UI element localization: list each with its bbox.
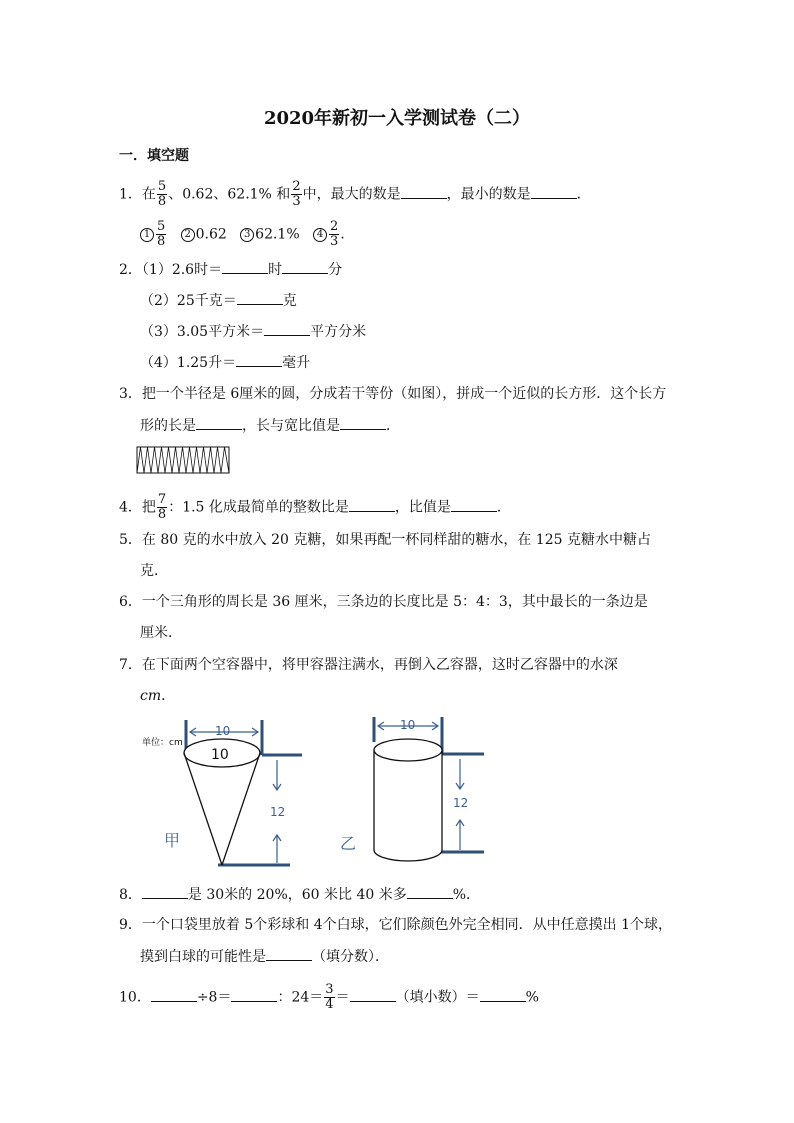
q3-line-2 <box>140 415 400 436</box>
q4-text: 把 <box>141 499 156 516</box>
q7-text: 在下面两个空容器中，将甲容器注满水，再倒入乙容器，这时乙容器中的水深 <box>141 657 618 673</box>
numerator: 5 <box>157 219 166 234</box>
circle-rectangle-figure <box>136 446 230 474</box>
section-heading: 一．填空题 <box>119 148 189 164</box>
q2-text: （3）3.05平方米＝ <box>140 324 265 340</box>
height-label: 12 <box>270 805 286 819</box>
option-marker: 2 <box>181 228 195 242</box>
option-marker: 4 <box>313 228 327 242</box>
answer-blank[interactable] <box>350 987 396 1002</box>
option-text: 0.62 <box>195 226 227 243</box>
question-4 <box>119 493 511 522</box>
question-number: 5． <box>119 532 142 548</box>
fraction <box>157 493 167 522</box>
fraction <box>156 220 166 249</box>
question-number: 8． <box>119 887 142 903</box>
q9-text: 摸到白球的可能性是 <box>140 949 266 965</box>
denominator: 3 <box>330 234 339 249</box>
q9-line-2 <box>140 946 389 967</box>
q3-text: 把一个半径是 6厘米的圆，分成若干等份（如图），拼成一个近似的长方形．这个长方 <box>141 386 667 402</box>
answer-blank[interactable] <box>340 415 386 430</box>
page-title: 2020年新初一入学测试卷（二） <box>263 108 531 129</box>
question-number: 6． <box>119 594 142 610</box>
q4-text: ，比值是 <box>394 499 451 516</box>
option-text: 62.1% <box>255 226 300 243</box>
answer-blank[interactable] <box>531 184 577 199</box>
answer-blank[interactable] <box>237 290 283 305</box>
answer-blank[interactable] <box>480 987 526 1002</box>
q6-text: 厘米． <box>140 625 182 641</box>
question-2 <box>119 259 342 280</box>
q2-text: 时 <box>268 262 283 278</box>
q2-line-4 <box>140 352 310 373</box>
answer-blank[interactable] <box>231 987 277 1002</box>
q4-text: ：1.5 化成最简单的整数比是 <box>168 499 349 516</box>
option-marker: 1 <box>140 228 154 242</box>
q1-options <box>140 220 345 249</box>
q1-text: ，最小的数是 <box>446 186 531 203</box>
q10-text: ：24＝ <box>277 989 324 1006</box>
q1-text: 、0.62、62.1% 和 <box>168 186 291 203</box>
answer-blank[interactable] <box>349 497 395 512</box>
q9-text: （填分数）． <box>312 949 389 965</box>
height-label: 12 <box>453 796 469 810</box>
q6-text: 一个三角形的周长是 36 厘米，三条边的长度比是 5：4：3，其中最长的一条边是 <box>141 594 648 610</box>
unit-label: 单位：cm <box>142 738 183 748</box>
fraction <box>291 180 301 209</box>
q1-text: ． <box>576 186 591 203</box>
fraction <box>157 180 167 209</box>
q6-line-2 <box>140 623 182 643</box>
question-number: 2． <box>119 262 142 278</box>
answer-blank[interactable] <box>282 259 328 274</box>
answer-blank[interactable] <box>266 946 312 961</box>
container-jia-figure <box>132 715 312 870</box>
question-number: 10． <box>119 989 151 1006</box>
question-number: 1． <box>119 186 142 203</box>
answer-blank[interactable] <box>142 884 188 899</box>
q10-text: ＝ <box>335 989 350 1006</box>
question-number: 4． <box>119 499 142 516</box>
q5-line-2 <box>140 561 168 581</box>
q2-text: 分 <box>328 262 343 278</box>
q5-text: 克． <box>140 563 168 579</box>
question-number: 3． <box>119 386 142 402</box>
question-3 <box>119 384 666 404</box>
unit-text: cm <box>140 688 162 704</box>
answer-blank[interactable] <box>401 184 447 199</box>
denominator: 8 <box>157 194 167 209</box>
denominator: 3 <box>292 194 301 209</box>
container-yi-figure <box>336 712 496 872</box>
q2-line-2 <box>140 290 297 311</box>
question-6 <box>119 592 648 612</box>
denominator: 8 <box>157 507 167 522</box>
numerator: 2 <box>292 179 301 194</box>
q5-text: 在 80 克的水中放入 20 克糖，如果再配一杯同样甜的糖水，在 125 克糖水中糖占 <box>141 532 651 548</box>
answer-blank[interactable] <box>236 352 282 367</box>
numerator: 2 <box>330 219 339 234</box>
q2-text: （2）25千克＝ <box>140 293 237 309</box>
q2-text: 克 <box>282 293 297 309</box>
numerator: 3 <box>325 982 334 997</box>
q3-text: ，长与宽比值是 <box>242 418 340 434</box>
q8-text: 是 30米的 20%，60 米比 40 米多 <box>187 887 407 903</box>
question-number: 9． <box>119 917 142 933</box>
circle-diameter-label: 10 <box>211 747 229 763</box>
question-1 <box>119 180 591 209</box>
q3-text: ． <box>386 418 400 434</box>
question-number: 7． <box>119 657 142 673</box>
top-width-label: 10 <box>400 718 416 732</box>
q2-text: （1）2.6时＝ <box>141 262 223 278</box>
q2-line-3 <box>140 321 366 342</box>
option-marker: 3 <box>240 228 254 242</box>
question-8 <box>119 884 480 905</box>
answer-blank[interactable] <box>451 497 497 512</box>
container-label: 甲 <box>164 831 181 850</box>
numerator: 7 <box>157 492 167 507</box>
question-7 <box>119 655 618 675</box>
fraction <box>324 983 334 1012</box>
answer-blank[interactable] <box>151 987 197 1002</box>
q1-text: 中，最大的数是 <box>302 186 401 203</box>
fraction <box>329 220 339 249</box>
q2-text: 毫升 <box>282 355 311 371</box>
q2-text: 平方分米 <box>310 324 367 340</box>
q4-text: ． <box>496 499 511 516</box>
denominator: 8 <box>157 234 166 249</box>
question-10 <box>119 983 539 1012</box>
q1-text: 在 <box>141 186 156 203</box>
answer-blank[interactable] <box>264 321 310 336</box>
container-label: 乙 <box>340 834 357 853</box>
q7-text: ． <box>161 688 176 704</box>
q7-line-2 <box>140 686 175 706</box>
option-text: . <box>340 226 345 243</box>
q9-text: 一个口袋里放着 5个彩球和 4个白球，它们除颜色外完全相同．从中任意摸出 1个球， <box>141 917 672 933</box>
q2-text: （4）1.25升＝ <box>140 355 237 371</box>
question-9 <box>119 915 672 935</box>
q8-text: %． <box>452 887 481 903</box>
question-5 <box>119 530 651 550</box>
numerator: 5 <box>157 179 167 194</box>
top-width-label: 10 <box>215 724 231 738</box>
answer-blank[interactable] <box>407 884 453 899</box>
q10-text: % <box>525 989 539 1006</box>
q10-text: ÷8＝ <box>196 989 232 1006</box>
denominator: 4 <box>325 997 334 1012</box>
answer-blank[interactable] <box>222 259 268 274</box>
q3-text: 形的长是 <box>140 418 196 434</box>
answer-blank[interactable] <box>196 415 242 430</box>
q10-text: （填小数）＝ <box>395 989 480 1006</box>
